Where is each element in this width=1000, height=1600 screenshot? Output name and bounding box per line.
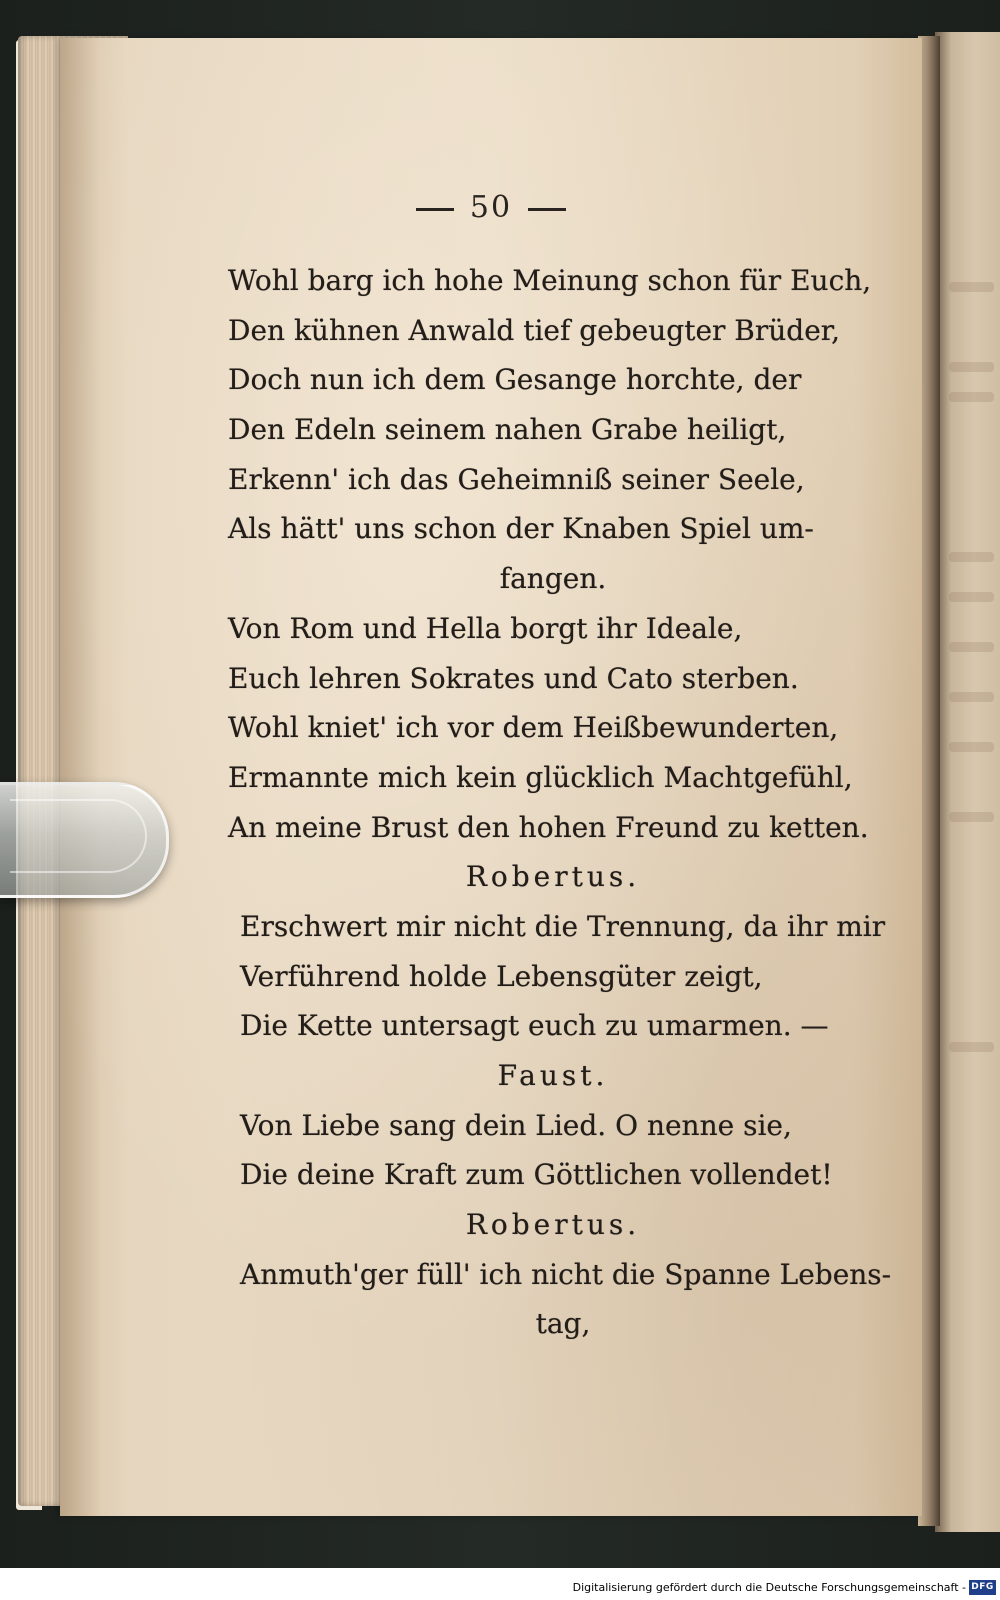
book-page <box>60 38 922 1516</box>
text-line: Die Kette untersagt euch zu umarmen. — <box>240 1009 829 1043</box>
speaker-name: Faust. <box>497 1059 609 1092</box>
page-number: 50 <box>469 190 513 225</box>
funding-credit: Digitalisierung gefördert durch die Deutsche Forschungsgemeinschaft - <box>572 1581 966 1594</box>
text-line: Den kühnen Anwald tief gebeugter Brüder, <box>228 313 841 347</box>
text-line: Von Liebe sang dein Lied. O nenne sie, <box>240 1108 792 1142</box>
plastic-page-clip <box>0 782 169 898</box>
text-line: Doch nun ich dem Gesange horchte, der <box>228 363 802 397</box>
speaker-name: Robertus. <box>465 1208 641 1242</box>
text-line: fangen. <box>499 562 607 596</box>
text-line: Die deine Kraft zum Göttlichen vollendet! <box>240 1158 833 1192</box>
digitization-footer <box>0 1568 1000 1600</box>
header-dash-right <box>528 208 566 211</box>
page-text <box>228 256 918 1349</box>
header-dash-left <box>416 208 454 211</box>
text-line: An meine Brust den hohen Freund zu ketten. <box>228 810 869 844</box>
text-line: Von Rom und Hella borgt ihr Ideale, <box>228 611 743 645</box>
text-line: Verführend holde Lebensgüter zeigt, <box>240 959 763 993</box>
text-line: Wohl barg ich hohe Meinung schon für Euch, <box>228 264 872 297</box>
text-line: Erkenn' ich das Geheimniß seiner Seele, <box>228 462 805 496</box>
text-line: Erschwert mir nicht die Trennung, da ihr mir <box>240 909 886 943</box>
speaker-name: Robertus. <box>465 860 641 894</box>
text-line: Den Edeln seinem nahen Grabe heiligt, <box>228 413 787 447</box>
text-line: Ermannte mich kein glücklich Machtgefühl, <box>228 760 853 794</box>
dfg-logo: DFG <box>969 1580 996 1595</box>
text-line: Euch lehren Sokrates und Cato sterben. <box>228 661 799 695</box>
text-line: Wohl kniet' ich vor dem Heißbewunderten, <box>228 711 839 745</box>
text-line: Als hätt' uns schon der Knaben Spiel um- <box>228 512 814 546</box>
text-line: tag, <box>535 1307 591 1341</box>
facing-page-edge <box>935 32 1000 1532</box>
text-line: Anmuth'ger füll' ich nicht die Spanne Lebens- <box>240 1257 892 1291</box>
page-number-header <box>60 190 922 225</box>
